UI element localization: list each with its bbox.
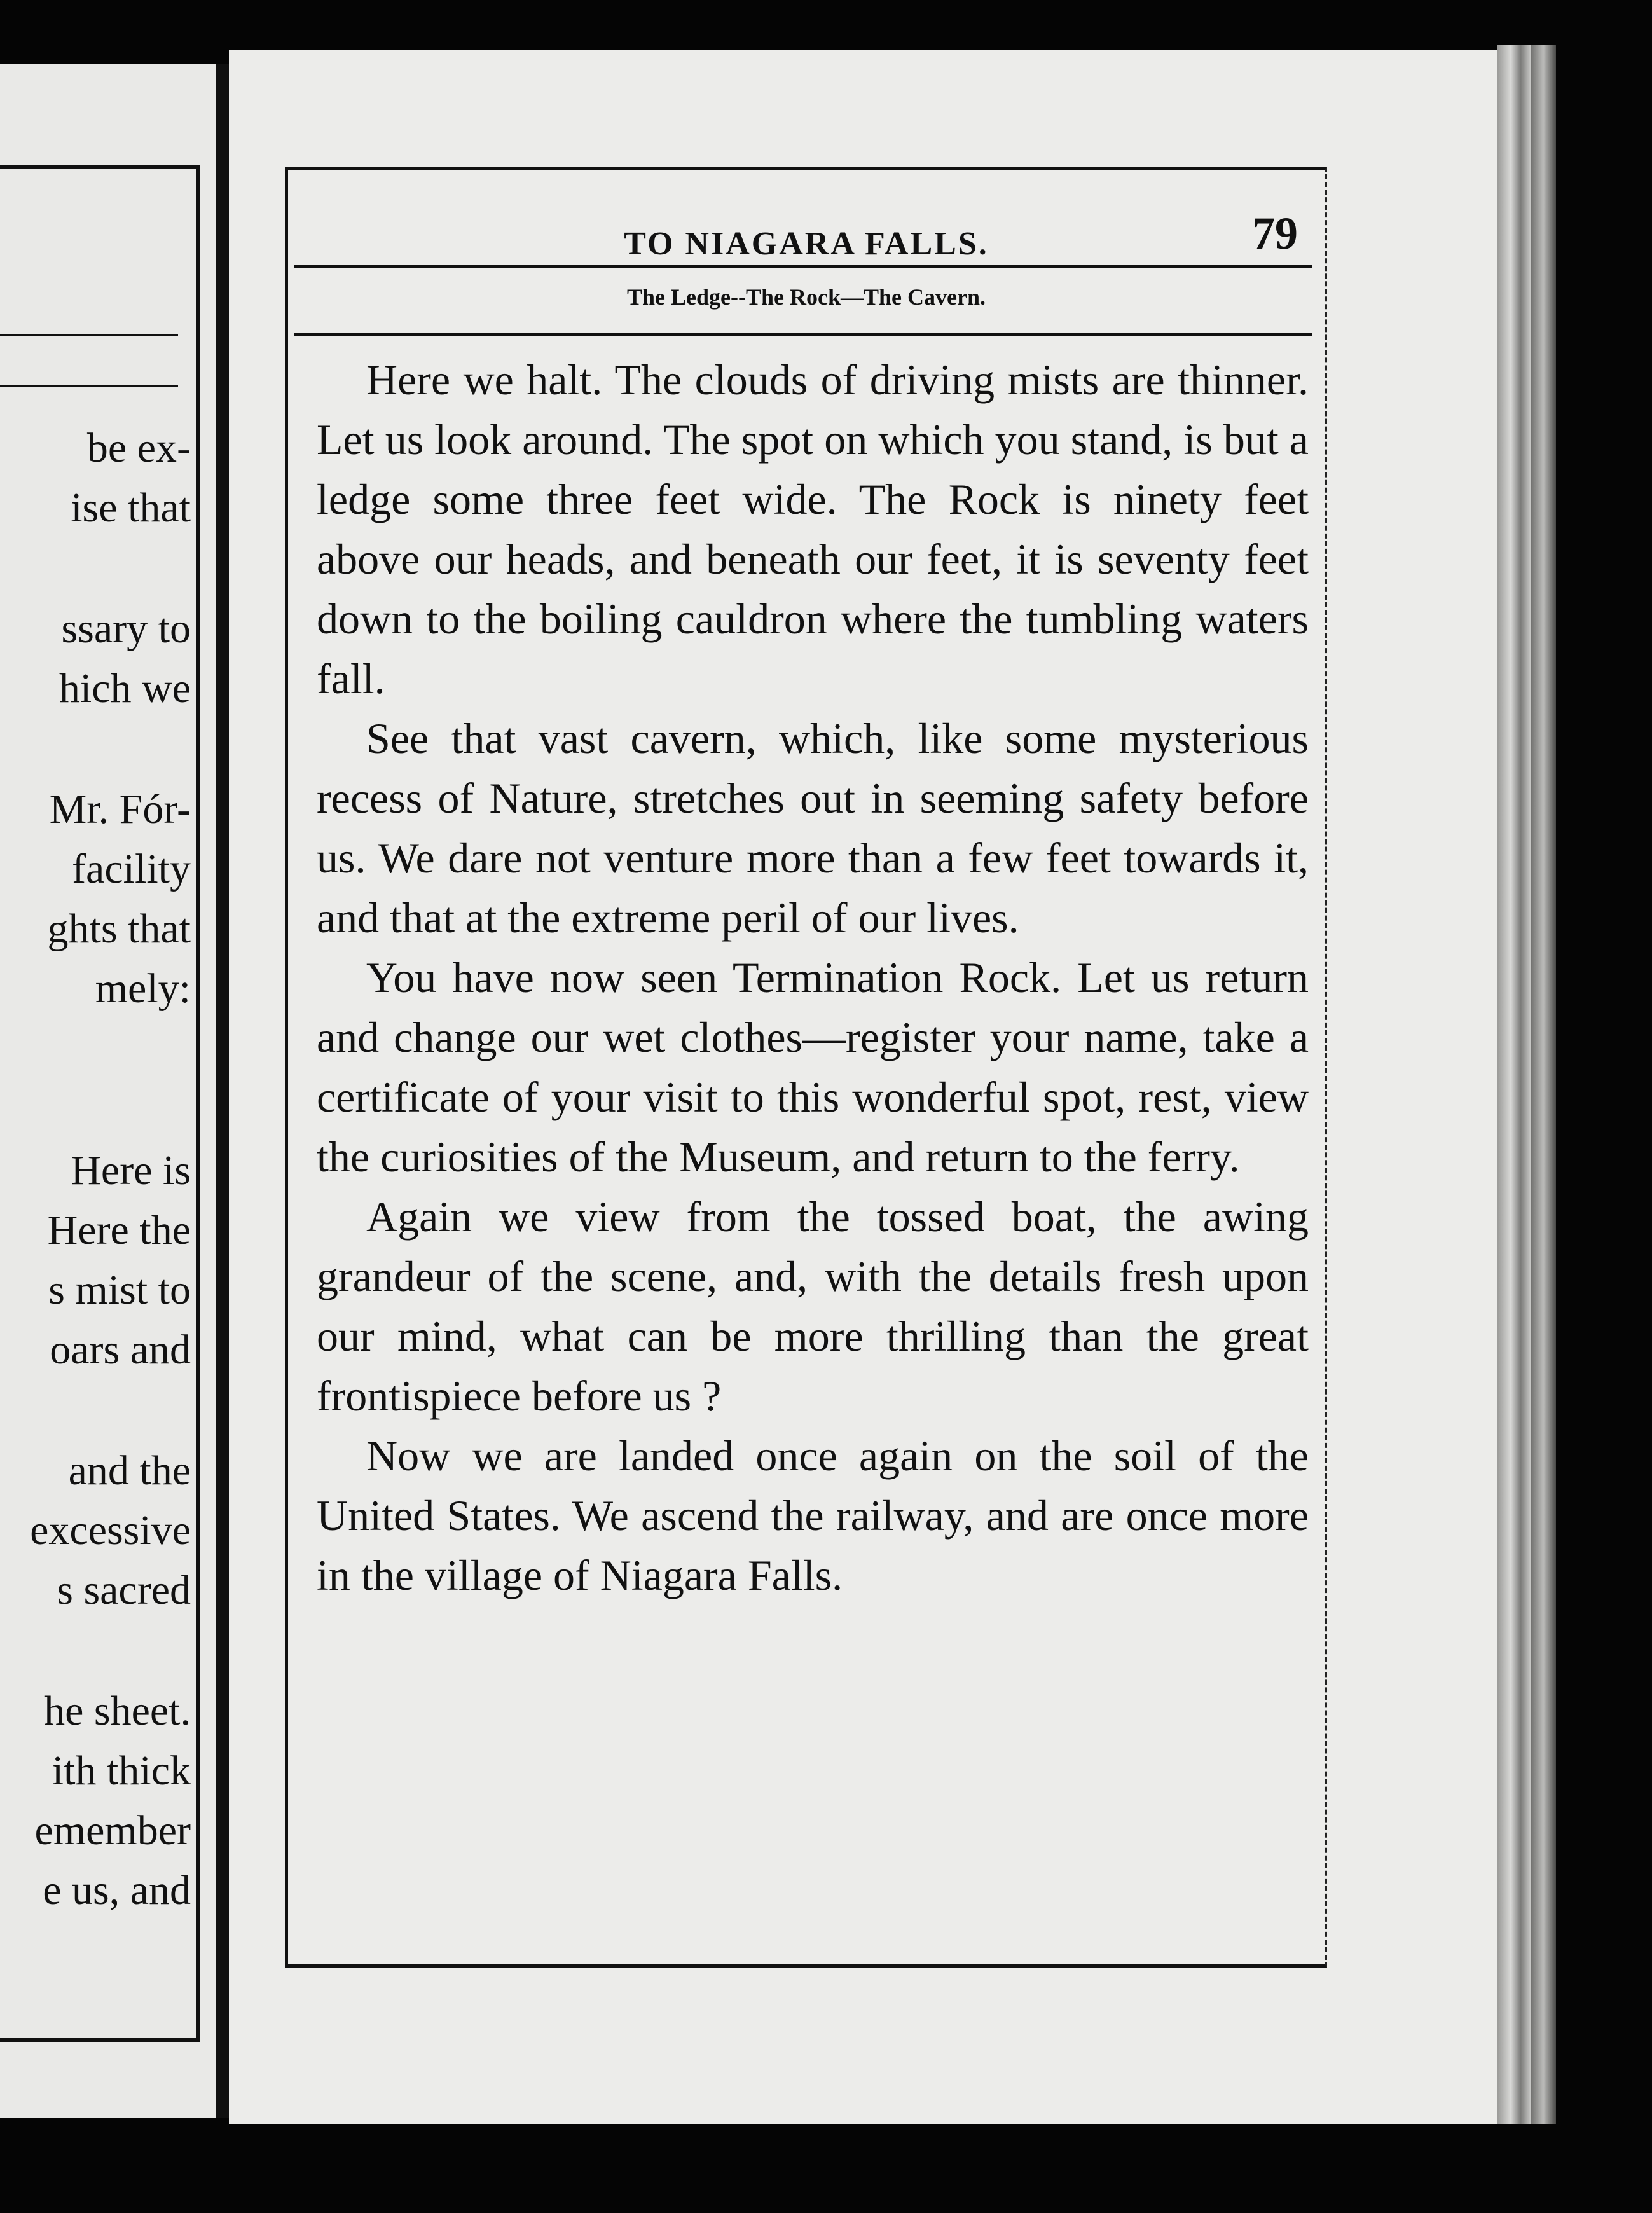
previous-page-line: oars and xyxy=(50,1327,191,1373)
previous-page-line: and the xyxy=(68,1447,191,1494)
previous-page-rule xyxy=(0,385,178,387)
previous-page-line: ith thick xyxy=(52,1748,191,1794)
previous-page-line: e us, and xyxy=(43,1867,191,1913)
page-frame xyxy=(285,167,1327,1968)
paragraph: Here we halt. The clouds of driving mists are thinner. Let us look around. The spot on which you stand, is but a ledge some three feet wide. The Rock is ninety feet above our heads, and beneath our feet, it is seventy feet down to the boiling cauldron where the tumbling waters fall. xyxy=(317,355,1309,703)
previous-page-line: s sacred xyxy=(57,1567,191,1613)
previous-page-line: Here the xyxy=(47,1207,191,1253)
previous-page-rule xyxy=(0,334,178,336)
previous-page-fragment xyxy=(0,64,240,2118)
page-edge xyxy=(1497,45,1531,2124)
previous-page-line xyxy=(0,719,191,780)
previous-page-line: mely: xyxy=(95,965,191,1012)
page-edge-shadow xyxy=(1531,45,1556,2124)
previous-page-line: excessive xyxy=(30,1507,191,1554)
previous-page-line: Mr. Fór- xyxy=(49,786,191,832)
previous-page-line: ise that xyxy=(71,485,191,531)
running-head xyxy=(288,195,1325,265)
subheading-rule xyxy=(294,333,1312,336)
previous-page-line: facility xyxy=(72,846,191,892)
previous-page-line xyxy=(0,538,191,599)
previous-page-line: hich we xyxy=(59,665,191,712)
previous-page-line xyxy=(0,1080,191,1141)
previous-page-line: he sheet. xyxy=(44,1688,191,1734)
previous-page-line: emember xyxy=(34,1807,191,1854)
paragraph: Again we view from the tossed boat, the awing grandeur of the scene, and, with the details fresh upon our mind, what can be more thrilling than the great frontispiece before us ? xyxy=(317,1192,1309,1420)
paragraph: Now we are landed once again on the soil of the United States. We ascend the railway, and are once more in the village of Niagara Falls. xyxy=(317,1431,1309,1599)
previous-page-line: Here is xyxy=(71,1147,191,1194)
previous-page-line: be ex- xyxy=(86,425,191,471)
running-head-title: TO NIAGARA FALLS. xyxy=(624,226,989,262)
paragraph: See that vast cavern, which, like some mysterious recess of Nature, stretches out in seeming safety before us. We dare not venture more than a few feet towards it, and that at the extreme peril of our lives. xyxy=(317,714,1309,942)
previous-page-line: ssary to xyxy=(61,605,191,652)
previous-page-line xyxy=(0,1019,191,1080)
previous-page-line xyxy=(0,1620,191,1681)
section-subheading: The Ledge--The Rock—The Cavern. xyxy=(627,284,986,310)
previous-page-line: s mist to xyxy=(48,1267,191,1313)
previous-page-line: ghts that xyxy=(47,906,191,952)
header-rule xyxy=(294,265,1312,268)
previous-page-text xyxy=(0,418,191,1920)
page-number: 79 xyxy=(1252,208,1298,259)
paragraph: You have now seen Termination Rock. Let us return and change our wet clothes—register your name, take a certificate of your visit to this wonderful spot, rest, view the curiosities of the Museum, and return to the ferry. xyxy=(317,953,1309,1181)
previous-page-line xyxy=(0,1380,191,1441)
body-text xyxy=(317,350,1309,1605)
